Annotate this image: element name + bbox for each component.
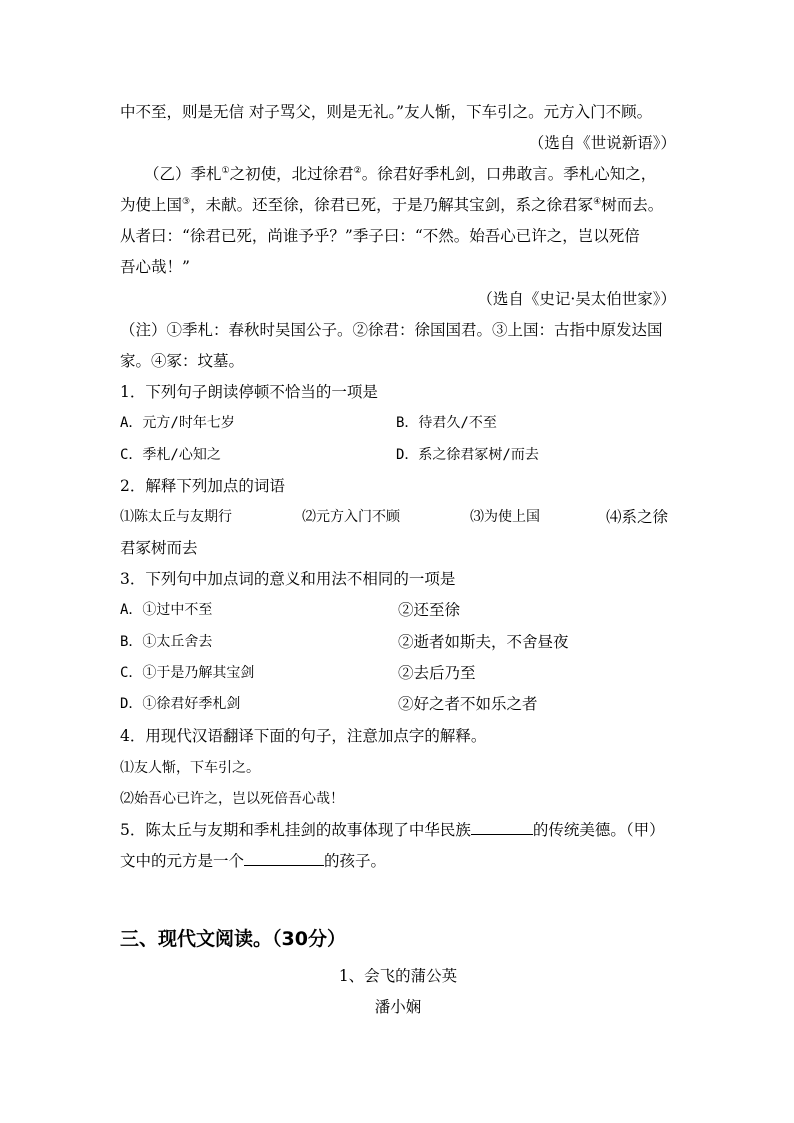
footnote-marker-1: ① — [221, 165, 230, 176]
yi-source: （选自《史记·吴太伯世家》） — [477, 290, 676, 308]
q4-sentence-2: ⑵始吾心已许之，岂以死倍吾心哉！ — [120, 791, 344, 807]
q3-option-c-2: ②去后乃至 — [398, 664, 476, 682]
yi-passage-line-3: 从者曰：“徐君已死，尚谁予乎？”季子曰：“不然。始吾心已许之，岂以死倍 — [120, 227, 640, 245]
answer-blank-1[interactable] — [471, 820, 533, 835]
jia-passage-end-line: 中不至，则是无信 对子骂父，则是无礼。”友人惭，下车引之。元方入门不顾。 — [120, 103, 653, 121]
yi-text: 。徐君好季札剑，口弗敢言。季札心知之， — [361, 165, 657, 183]
q3-option-a-2: ②还至徐 — [398, 601, 461, 619]
yi-text: 树而去。 — [601, 196, 664, 214]
yi-text: ，未献。还至徐，徐君已死，于是乃解其宝剑，系之徐君冢 — [190, 196, 594, 214]
yi-passage-line-1 — [120, 164, 676, 184]
yi-passage-line-2 — [120, 195, 676, 215]
section-heading: 三、现代文阅读。（30分） — [120, 928, 346, 950]
q2-item-3: ⑶为使上国 — [470, 509, 540, 525]
answer-blank-2[interactable] — [244, 851, 324, 866]
footnote-marker-4: ④ — [593, 196, 602, 207]
q5-text: 的传统美德。（甲） — [532, 821, 665, 839]
q2-item-4-cont: 君冢树而去 — [120, 539, 198, 557]
q5-line-2 — [120, 851, 676, 871]
q4-stem: 4．用现代汉语翻译下面的句子，注意加点字的解释。 — [120, 727, 487, 745]
yi-text: （乙）季札 — [144, 165, 222, 183]
notes-line-1: （注）①季札：春秋时吴国公子。②徐君：徐国国君。③上国：古指中原发达国 — [120, 321, 663, 339]
footnote-marker-3: ③ — [182, 196, 191, 207]
yi-text: 之初使，北过徐君 — [229, 165, 354, 183]
q3-option-d-1: D．①徐君好季札剑 — [120, 696, 241, 712]
jia-source: （选自《世说新语》） — [528, 134, 676, 152]
q5-text: 5．陈太丘与友期和季札挂剑的故事体现了中华民族 — [120, 821, 471, 839]
q2-item-2: ⑵元方入门不顾 — [302, 509, 400, 525]
q3-option-b-2: ②逝者如斯夫，不舍昼夜 — [398, 633, 569, 651]
q2-stem: 2．解释下列加点的词语 — [120, 477, 285, 495]
q3-option-c-1: C．①于是乃解其宝剑 — [120, 665, 255, 681]
q1-option-c: C．季札/心知之 — [120, 447, 221, 463]
yi-passage-line-4: 吾心哉！” — [120, 258, 190, 276]
q4-sentence-1: ⑴友人惭，下车引之。 — [120, 760, 260, 776]
q5-text: 的孩子。 — [324, 852, 387, 870]
q1-option-b: B．待君久/不至 — [396, 415, 497, 431]
article-title: 1、会飞的蒲公英 — [338, 967, 458, 985]
q5-line-1 — [120, 820, 676, 840]
q1-stem: 1．下列句子朗读停顿不恰当的一项是 — [120, 383, 378, 401]
q2-item-1: ⑴陈太丘与友期行 — [120, 509, 232, 525]
q3-option-a-1: A．①过中不至 — [120, 602, 213, 618]
q2-item-4: ⑷系之徐 — [606, 508, 669, 526]
q1-option-d: D．系之徐君冢树/而去 — [396, 447, 539, 463]
article-author: 潘小娴 — [374, 998, 422, 1016]
footnote-marker-2: ② — [353, 165, 362, 176]
q3-option-b-1: B．①太丘舍去 — [120, 634, 213, 650]
q1-option-a: A．元方/时年七岁 — [120, 415, 235, 431]
yi-text: 为使上国 — [120, 196, 183, 214]
q3-option-d-2: ②好之者不如乐之者 — [398, 695, 538, 713]
q5-text: 文中的元方是一个 — [120, 852, 245, 870]
notes-line-2: 家。④冢：坟墓。 — [120, 352, 245, 370]
q3-stem: 3．下列句中加点词的意义和用法不相同的一项是 — [120, 570, 456, 588]
